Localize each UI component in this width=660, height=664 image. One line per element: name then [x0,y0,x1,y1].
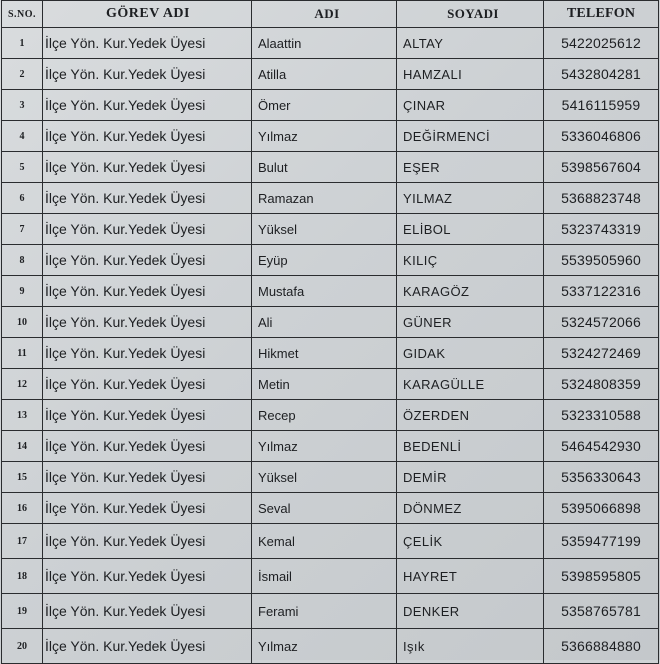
table-row [2,629,659,664]
row-gorev: İlçe Yön. Kur.Yedek Üyesi [43,121,252,152]
table-row [2,28,659,59]
row-number: 6 [2,183,43,214]
row-telefon: 5323310588 [544,400,659,431]
row-adi: Yüksel [252,462,397,493]
row-number: 11 [2,338,43,369]
row-telefon: 5323743319 [544,214,659,245]
row-soyadi: KILIÇ [397,245,544,276]
row-adi: Hikmet [252,338,397,369]
row-soyadi: ÇELİK [397,524,544,559]
row-adi: Seval [252,493,397,524]
row-gorev: İlçe Yön. Kur.Yedek Üyesi [43,183,252,214]
row-number: 19 [2,594,43,629]
row-adi: Ömer [252,90,397,121]
header-telefon: TELEFON [544,1,659,28]
row-adi: Ali [252,307,397,338]
row-number: 7 [2,214,43,245]
row-number: 12 [2,369,43,400]
row-gorev: İlçe Yön. Kur.Yedek Üyesi [43,369,252,400]
row-soyadi: ELİBOL [397,214,544,245]
row-adi: Yüksel [252,214,397,245]
row-adi: Bulut [252,152,397,183]
row-adi: Eyüp [252,245,397,276]
row-number: 13 [2,400,43,431]
row-gorev: İlçe Yön. Kur.Yedek Üyesi [43,629,252,664]
row-gorev: İlçe Yön. Kur.Yedek Üyesi [43,338,252,369]
table-row [2,121,659,152]
row-gorev: İlçe Yön. Kur.Yedek Üyesi [43,276,252,307]
row-adi: İsmail [252,559,397,594]
table-row [2,245,659,276]
row-soyadi: BEDENLİ [397,431,544,462]
row-soyadi: GÜNER [397,307,544,338]
row-telefon: 5337122316 [544,276,659,307]
row-adi: Metin [252,369,397,400]
table-row [2,183,659,214]
row-number: 15 [2,462,43,493]
row-gorev: İlçe Yön. Kur.Yedek Üyesi [43,493,252,524]
table-row [2,431,659,462]
table-row [2,594,659,629]
row-telefon: 5366884880 [544,629,659,664]
row-telefon: 5356330643 [544,462,659,493]
header-no: S.NO. [2,1,43,28]
row-telefon: 5324272469 [544,338,659,369]
row-gorev: İlçe Yön. Kur.Yedek Üyesi [43,59,252,90]
row-adi: Yılmaz [252,121,397,152]
row-gorev: İlçe Yön. Kur.Yedek Üyesi [43,431,252,462]
row-soyadi: KARAGÜLLE [397,369,544,400]
row-gorev: İlçe Yön. Kur.Yedek Üyesi [43,152,252,183]
row-soyadi: ALTAY [397,28,544,59]
row-soyadi: KARAGÖZ [397,276,544,307]
member-table [1,0,659,664]
table-row [2,524,659,559]
row-soyadi: YILMAZ [397,183,544,214]
table-row [2,462,659,493]
row-telefon: 5539505960 [544,245,659,276]
row-telefon: 5324572066 [544,307,659,338]
row-soyadi: HAMZALI [397,59,544,90]
row-telefon: 5416115959 [544,90,659,121]
table-row [2,338,659,369]
row-gorev: İlçe Yön. Kur.Yedek Üyesi [43,245,252,276]
row-soyadi: DEMİR [397,462,544,493]
table-row [2,400,659,431]
row-telefon: 5358765781 [544,594,659,629]
table-row [2,276,659,307]
row-telefon: 5464542930 [544,431,659,462]
row-adi: Ramazan [252,183,397,214]
row-number: 5 [2,152,43,183]
header-adi: ADI [252,1,397,28]
row-soyadi: HAYRET [397,559,544,594]
header-gorev: GÖREV ADI [43,1,252,28]
row-telefon: 5324808359 [544,369,659,400]
row-telefon: 5395066898 [544,493,659,524]
row-soyadi: GIDAK [397,338,544,369]
row-soyadi: Işık [397,629,544,664]
row-adi: Mustafa [252,276,397,307]
row-number: 9 [2,276,43,307]
row-telefon: 5398567604 [544,152,659,183]
row-adi: Kemal [252,524,397,559]
table-row [2,307,659,338]
row-soyadi: DEĞİRMENCİ [397,121,544,152]
row-gorev: İlçe Yön. Kur.Yedek Üyesi [43,400,252,431]
row-gorev: İlçe Yön. Kur.Yedek Üyesi [43,28,252,59]
row-gorev: İlçe Yön. Kur.Yedek Üyesi [43,307,252,338]
row-telefon: 5368823748 [544,183,659,214]
table-row [2,369,659,400]
row-adi: Recep [252,400,397,431]
row-adi: Ferami [252,594,397,629]
row-number: 8 [2,245,43,276]
row-gorev: İlçe Yön. Kur.Yedek Üyesi [43,90,252,121]
row-telefon: 5422025612 [544,28,659,59]
row-telefon: 5336046806 [544,121,659,152]
row-number: 2 [2,59,43,90]
row-number: 16 [2,493,43,524]
row-gorev: İlçe Yön. Kur.Yedek Üyesi [43,594,252,629]
row-number: 1 [2,28,43,59]
table-row [2,559,659,594]
row-number: 4 [2,121,43,152]
row-gorev: İlçe Yön. Kur.Yedek Üyesi [43,559,252,594]
table-row [2,59,659,90]
row-gorev: İlçe Yön. Kur.Yedek Üyesi [43,524,252,559]
table-row [2,90,659,121]
row-soyadi: ÖZERDEN [397,400,544,431]
row-telefon: 5359477199 [544,524,659,559]
row-number: 18 [2,559,43,594]
row-adi: Yılmaz [252,431,397,462]
row-soyadi: DENKER [397,594,544,629]
header-row [2,1,659,28]
row-soyadi: EŞER [397,152,544,183]
row-number: 14 [2,431,43,462]
row-soyadi: DÖNMEZ [397,493,544,524]
table-row [2,152,659,183]
row-gorev: İlçe Yön. Kur.Yedek Üyesi [43,462,252,493]
row-telefon: 5398595805 [544,559,659,594]
row-number: 20 [2,629,43,664]
row-number: 10 [2,307,43,338]
table-row [2,214,659,245]
table-row [2,493,659,524]
row-adi: Yılmaz [252,629,397,664]
row-gorev: İlçe Yön. Kur.Yedek Üyesi [43,214,252,245]
row-soyadi: ÇINAR [397,90,544,121]
row-number: 3 [2,90,43,121]
row-telefon: 5432804281 [544,59,659,90]
row-adi: Alaattin [252,28,397,59]
row-adi: Atilla [252,59,397,90]
row-number: 17 [2,524,43,559]
header-soyadi: SOYADI [397,1,544,28]
